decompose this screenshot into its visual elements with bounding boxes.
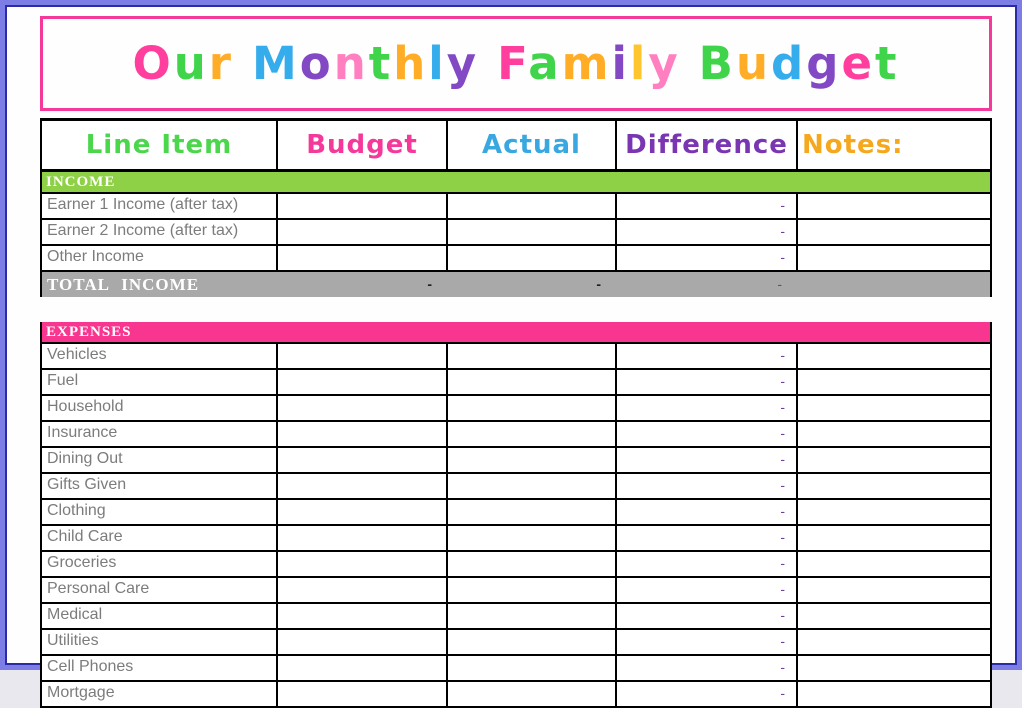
notes-cell[interactable] bbox=[798, 552, 990, 576]
budget-table bbox=[40, 118, 992, 708]
notes-cell[interactable] bbox=[798, 422, 990, 446]
difference-cell: - bbox=[617, 526, 798, 550]
budget-cell[interactable] bbox=[278, 220, 448, 244]
table-row bbox=[42, 474, 990, 500]
title-letter: t bbox=[368, 37, 394, 90]
notes-cell[interactable] bbox=[798, 526, 990, 550]
difference-cell: - bbox=[617, 370, 798, 394]
section-gap bbox=[40, 297, 992, 322]
table-row bbox=[42, 500, 990, 526]
table-row bbox=[42, 552, 990, 578]
table-row bbox=[42, 246, 990, 272]
table-row bbox=[42, 422, 990, 448]
income-block bbox=[40, 118, 992, 297]
actual-cell[interactable] bbox=[448, 682, 617, 706]
total-income-actual-cell: - bbox=[596, 276, 601, 292]
notes-cell[interactable] bbox=[798, 500, 990, 524]
actual-cell[interactable] bbox=[448, 604, 617, 628]
line-item-cell: Personal Care bbox=[42, 578, 278, 602]
difference-cell: - bbox=[617, 220, 798, 244]
table-row bbox=[42, 604, 990, 630]
header-difference: Difference bbox=[617, 121, 798, 169]
table-row bbox=[42, 370, 990, 396]
actual-cell[interactable] bbox=[448, 448, 617, 472]
notes-cell[interactable] bbox=[798, 682, 990, 706]
table-row bbox=[42, 682, 990, 708]
title-letter: a bbox=[528, 37, 562, 90]
difference-cell: - bbox=[617, 246, 798, 270]
title-banner bbox=[40, 16, 992, 111]
actual-cell[interactable] bbox=[448, 344, 617, 368]
budget-cell[interactable] bbox=[278, 578, 448, 602]
line-item-cell: Earner 1 Income (after tax) bbox=[42, 194, 278, 218]
notes-cell[interactable] bbox=[798, 396, 990, 420]
difference-cell: - bbox=[617, 422, 798, 446]
actual-cell[interactable] bbox=[448, 396, 617, 420]
header-notes: Notes: bbox=[802, 130, 904, 160]
budget-cell[interactable] bbox=[278, 344, 448, 368]
notes-cell[interactable] bbox=[798, 220, 990, 244]
notes-cell[interactable] bbox=[798, 656, 990, 680]
actual-cell[interactable] bbox=[448, 552, 617, 576]
budget-cell[interactable] bbox=[278, 500, 448, 524]
difference-cell: - bbox=[617, 474, 798, 498]
title-letter: u bbox=[735, 37, 772, 90]
difference-cell: - bbox=[617, 194, 798, 218]
title-letter: M bbox=[251, 37, 300, 90]
line-item-cell: Mortgage bbox=[42, 682, 278, 706]
line-item-cell: Fuel bbox=[42, 370, 278, 394]
table-row bbox=[42, 396, 990, 422]
difference-cell: - bbox=[617, 656, 798, 680]
notes-cell[interactable] bbox=[798, 194, 990, 218]
line-item-cell: Earner 2 Income (after tax) bbox=[42, 220, 278, 244]
title-letter: m bbox=[561, 37, 612, 90]
table-row bbox=[42, 220, 990, 246]
notes-cell[interactable] bbox=[798, 448, 990, 472]
difference-cell: - bbox=[617, 682, 798, 706]
budget-cell[interactable] bbox=[278, 194, 448, 218]
line-item-cell: Child Care bbox=[42, 526, 278, 550]
budget-cell[interactable] bbox=[278, 448, 448, 472]
header-line-item: Line Item bbox=[42, 121, 278, 169]
page-title bbox=[132, 37, 899, 90]
actual-cell[interactable] bbox=[448, 370, 617, 394]
title-letter: o bbox=[299, 37, 334, 90]
title-letter: g bbox=[806, 37, 842, 90]
line-item-cell: Household bbox=[42, 396, 278, 420]
actual-cell[interactable] bbox=[448, 526, 617, 550]
notes-cell[interactable] bbox=[798, 630, 990, 654]
table-row bbox=[42, 194, 990, 220]
line-item-cell: Utilities bbox=[42, 630, 278, 654]
actual-cell[interactable] bbox=[448, 630, 617, 654]
title-letter: i bbox=[611, 37, 630, 90]
budget-cell[interactable] bbox=[278, 526, 448, 550]
notes-cell[interactable] bbox=[798, 370, 990, 394]
line-item-cell: Clothing bbox=[42, 500, 278, 524]
budget-cell[interactable] bbox=[278, 370, 448, 394]
title-letter: y bbox=[648, 37, 681, 90]
total-income-difference-cell: - bbox=[777, 276, 782, 292]
difference-cell: - bbox=[617, 500, 798, 524]
expense-rows bbox=[42, 344, 990, 708]
title-letter: h bbox=[393, 37, 429, 90]
title-letter: u bbox=[173, 37, 209, 90]
line-item-cell: Gifts Given bbox=[42, 474, 278, 498]
total-income-budget-cell: - bbox=[427, 276, 432, 292]
actual-cell[interactable] bbox=[448, 578, 617, 602]
line-item-cell: Other Income bbox=[42, 246, 278, 270]
line-item-cell: Vehicles bbox=[42, 344, 278, 368]
budget-cell[interactable] bbox=[278, 422, 448, 446]
difference-cell: - bbox=[617, 630, 798, 654]
difference-cell: - bbox=[617, 344, 798, 368]
total-income-row bbox=[42, 272, 990, 297]
section-bar-expenses: EXPENSES bbox=[42, 322, 990, 344]
difference-cell: - bbox=[617, 552, 798, 576]
budget-cell[interactable] bbox=[278, 630, 448, 654]
actual-cell[interactable] bbox=[448, 474, 617, 498]
table-row bbox=[42, 448, 990, 474]
actual-cell[interactable] bbox=[448, 422, 617, 446]
line-item-cell: Dining Out bbox=[42, 448, 278, 472]
title-letter: F bbox=[497, 37, 529, 90]
budget-cell[interactable] bbox=[278, 474, 448, 498]
table-row bbox=[42, 578, 990, 604]
table-row bbox=[42, 344, 990, 370]
title-letter: r bbox=[208, 37, 234, 90]
difference-cell: - bbox=[617, 396, 798, 420]
notes-cell[interactable] bbox=[798, 474, 990, 498]
title-letter: y bbox=[446, 37, 480, 90]
total-income-label: TOTAL INCOME bbox=[47, 275, 200, 294]
section-bar-income: INCOME bbox=[42, 172, 990, 194]
budget-cell[interactable] bbox=[278, 604, 448, 628]
actual-cell[interactable] bbox=[448, 194, 617, 218]
budget-cell[interactable] bbox=[278, 682, 448, 706]
notes-cell[interactable] bbox=[798, 246, 990, 270]
header-row bbox=[42, 121, 990, 172]
line-item-cell: Cell Phones bbox=[42, 656, 278, 680]
title-letter: d bbox=[771, 37, 807, 90]
expenses-block bbox=[40, 322, 992, 708]
title-letter: e bbox=[841, 37, 875, 90]
budget-cell[interactable] bbox=[278, 656, 448, 680]
actual-cell[interactable] bbox=[448, 500, 617, 524]
header-budget: Budget bbox=[278, 121, 448, 169]
actual-cell[interactable] bbox=[448, 246, 617, 270]
notes-cell[interactable] bbox=[798, 344, 990, 368]
table-row bbox=[42, 656, 990, 682]
total-income-notes-cell bbox=[798, 272, 990, 297]
budget-cell[interactable] bbox=[278, 552, 448, 576]
table-row bbox=[42, 526, 990, 552]
actual-cell[interactable] bbox=[448, 656, 617, 680]
line-item-cell: Medical bbox=[42, 604, 278, 628]
difference-cell: - bbox=[617, 578, 798, 602]
title-letter: l bbox=[428, 37, 447, 90]
line-item-cell: Groceries bbox=[42, 552, 278, 576]
notes-cell[interactable] bbox=[798, 578, 990, 602]
difference-cell: - bbox=[617, 448, 798, 472]
title-letter: n bbox=[333, 37, 369, 90]
line-item-cell: Insurance bbox=[42, 422, 278, 446]
title-letter: t bbox=[875, 37, 900, 90]
header-actual: Actual bbox=[448, 121, 617, 169]
notes-cell[interactable] bbox=[798, 604, 990, 628]
actual-cell[interactable] bbox=[448, 220, 617, 244]
title-letter: l bbox=[629, 37, 649, 90]
difference-cell: - bbox=[617, 604, 798, 628]
income-rows bbox=[42, 194, 990, 272]
title-letter: B bbox=[698, 37, 736, 90]
budget-cell[interactable] bbox=[278, 396, 448, 420]
table-row bbox=[42, 630, 990, 656]
title-letter: O bbox=[132, 37, 174, 90]
budget-cell[interactable] bbox=[278, 246, 448, 270]
